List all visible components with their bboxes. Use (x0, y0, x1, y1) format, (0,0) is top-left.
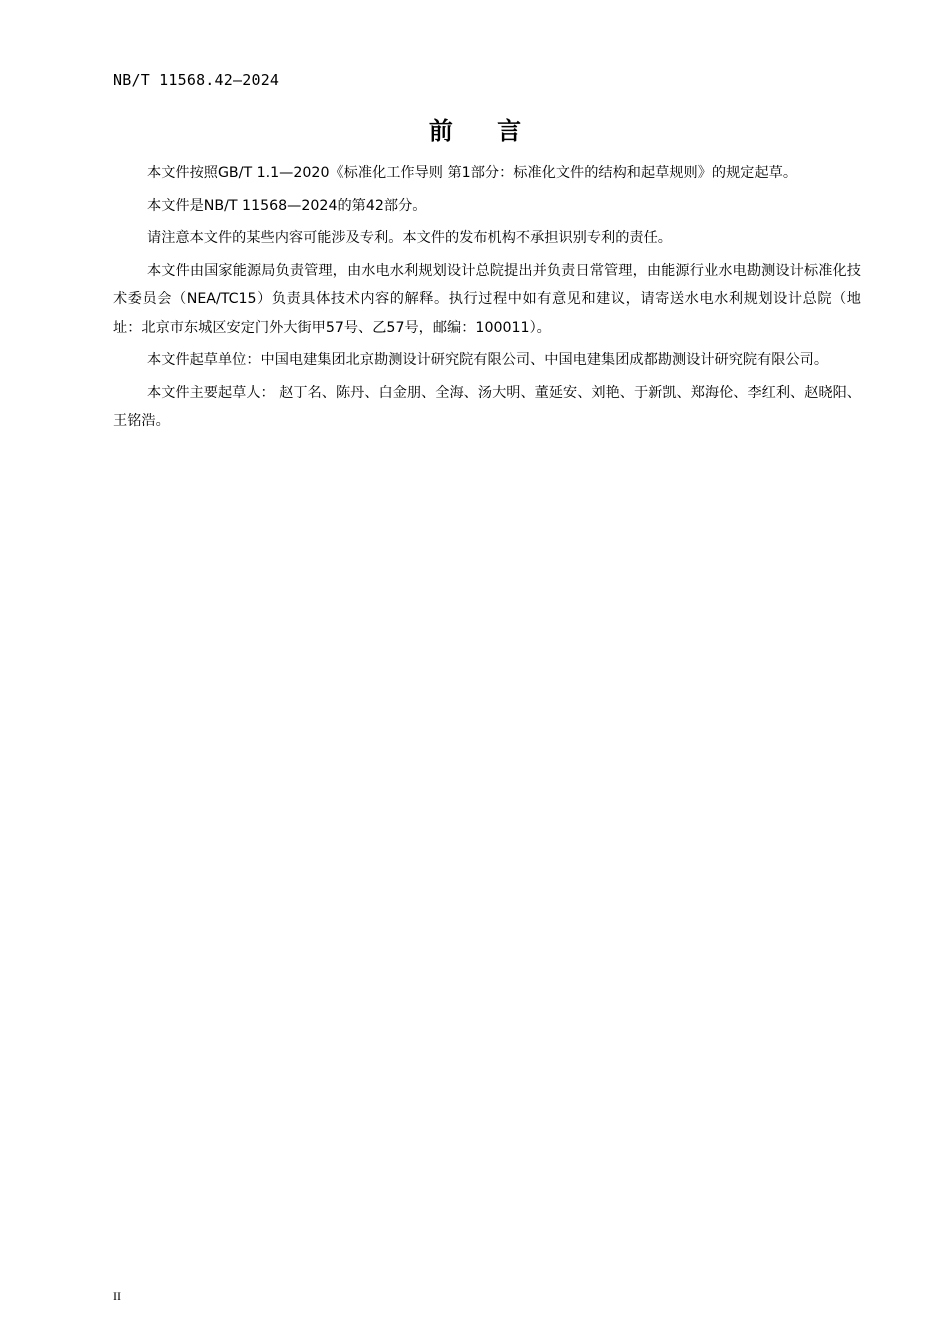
page-number: II (113, 1289, 121, 1303)
paragraph-drafting-units: 本文件起草单位：中国电建集团北京勘测设计研究院有限公司、中国电建集团成都勘测设计研究院有限公司。 (147, 352, 829, 368)
paragraph-part-number: 本文件是NB/T 11568—2024的第42部分。 (147, 197, 427, 214)
paragraph-patent-notice: 请注意本文件的某些内容可能涉及专利。本文件的发布机构不承担识别专利的责任。 (147, 230, 672, 246)
foreword-body (113, 159, 861, 440)
paragraph-drafting-rules: 本文件按照GB/T 1.1—2020《标准化工作导则 第1部分：标准化文件的结构和起草规则》的规定起草。 (147, 165, 798, 181)
standard-code-header: NB/T 11568.42—2024 (113, 71, 280, 89)
paragraph-management: 本文件由国家能源局负责管理，由水电水利规划设计总院提出并负责日常管理，由能源行业水电勘测设计标准化技术委员会（NEA/TC15）负责具体技术内容的解释。执行过程中如有意见和建议，请寄送水电水利规划设计总院（地址：北京市东城区安定门外大街甲57号、乙57号，邮编：100011）。 (113, 262, 861, 336)
paragraph-drafters: 本文件主要起草人： 赵丁名、陈丹、白金朋、全海、汤大明、董延安、刘艳、于新凯、郑海伦、李红利、赵晓阳、王铭浩。 (113, 384, 861, 429)
page-title: 前 言 (428, 117, 540, 145)
